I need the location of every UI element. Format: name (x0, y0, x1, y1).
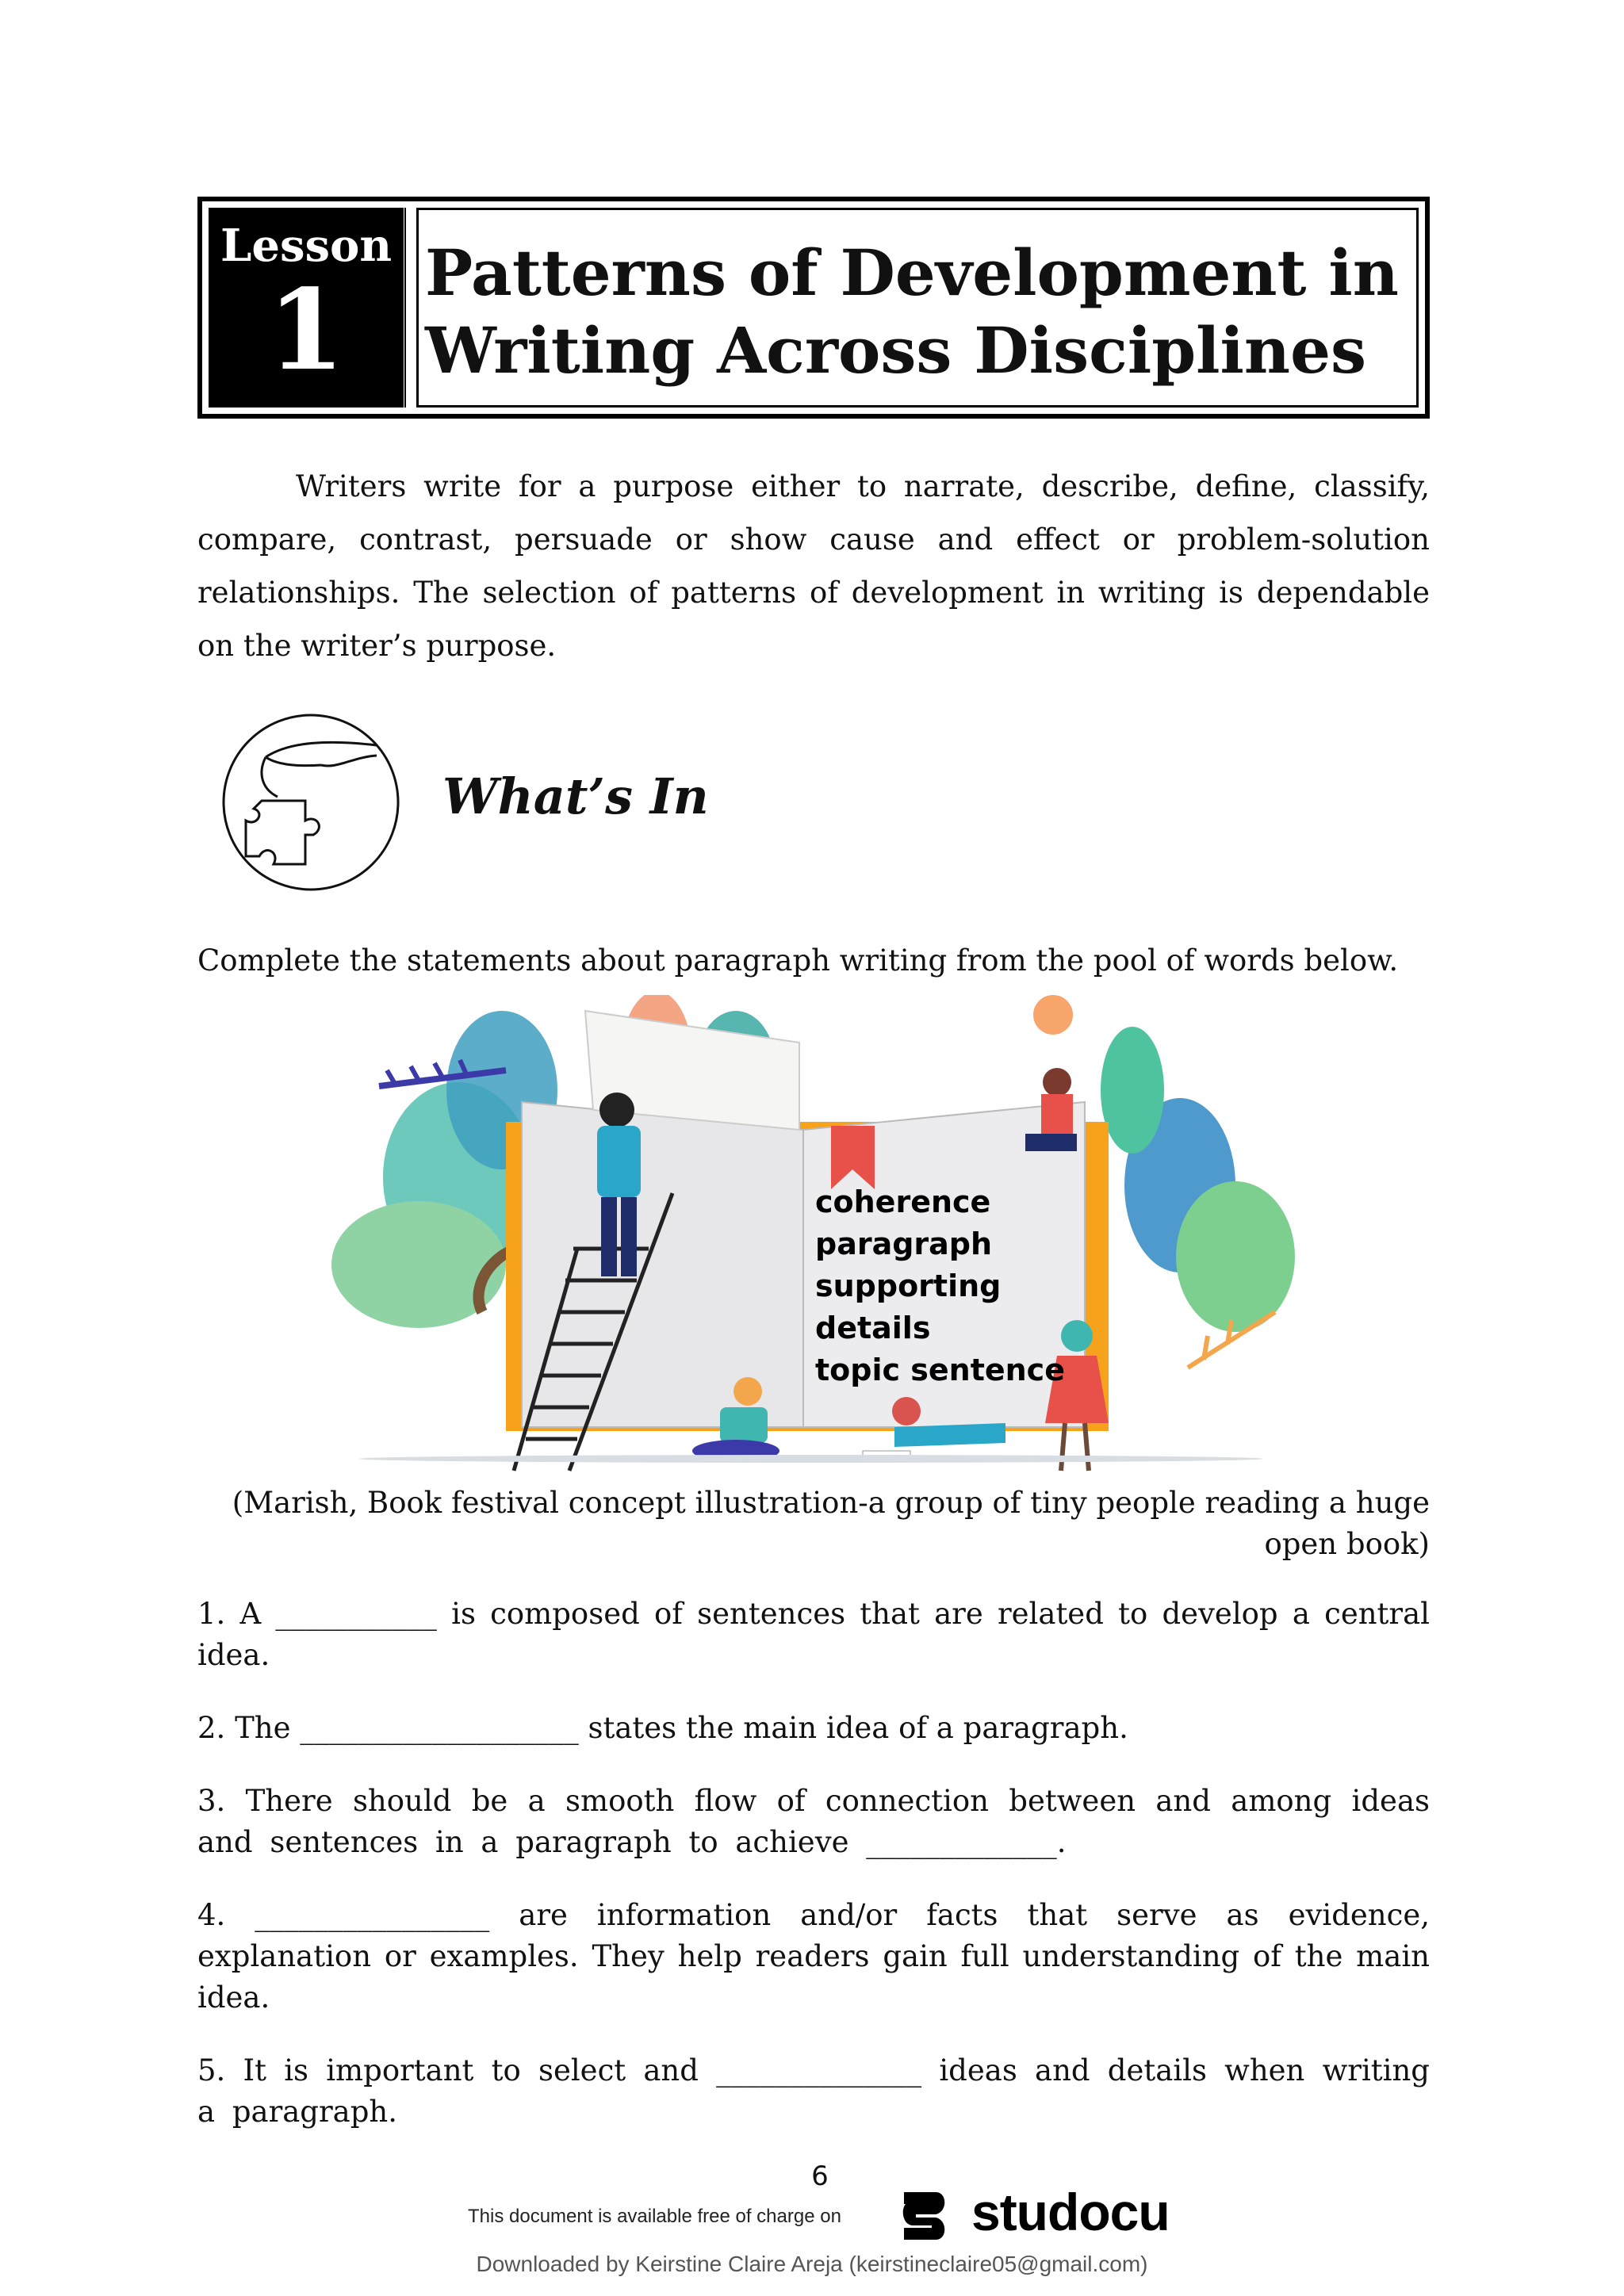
intro-paragraph: Writers write for a purpose either to narrate, describe, define, classify, compare, contrast, persuade or show cause and effect or problem-solution relationships. The selection of patterns of development in writing is dependable on the writer’s purpose. (197, 469, 1430, 663)
lesson-number-box (209, 208, 407, 408)
question-item: 3. There should be a smooth flow of connection between and among ideas and sentences in a paragraph to achieve _____________. (197, 1784, 1430, 1859)
question-item: 2. The ___________________ states the main idea of a paragraph. (197, 1711, 1128, 1745)
word-pool (815, 1181, 1065, 1391)
page-number: 6 (811, 2160, 829, 2192)
lesson-number: 1 (267, 266, 345, 396)
image-caption: (Marish, Book festival concept illustration-a group of tiny people reading a huge open book) (232, 1486, 1430, 1561)
lesson-header (197, 197, 1430, 419)
book-festival-illustration (324, 995, 1299, 1475)
instructions: Complete the statements about paragraph writing from the pool of words below. (197, 943, 1399, 978)
question-item: 4. ________________ are information and/or facts that serve as evidence, explanation or examples. They help readers gain full understanding of the main idea. (197, 1898, 1430, 2015)
word-pool-item: details (815, 1311, 931, 1345)
studocu-brand: studocu (971, 2183, 1170, 2241)
section-title: What’s In (442, 767, 709, 825)
word-pool-item: supporting (815, 1269, 1002, 1303)
availability-note: This document is available free of charge on (468, 2206, 841, 2227)
lesson-title: Patterns of Development in Writing Across Disciplines (425, 235, 1399, 388)
question-item: 1. A ___________ is composed of sentences that are related to develop a central idea. (197, 1597, 1430, 1672)
lesson-title-frame (416, 208, 1419, 408)
question-list (197, 1594, 1430, 2164)
download-note: Downloaded by Keirstine Claire Areja (keirstineclaire05@gmail.com) (476, 2252, 1148, 2276)
word-pool-item: coherence (815, 1184, 991, 1219)
studocu-logo-icon (896, 2184, 952, 2248)
word-pool-item: topic sentence (815, 1353, 1065, 1387)
word-pool-item: paragraph (815, 1226, 993, 1261)
lesson-label: Lesson (220, 220, 393, 272)
puzzle-hand-icon (218, 710, 404, 896)
question-item: 5. It is important to select and ______________ ideas and details when writing a paragraph. (197, 2053, 1430, 2129)
